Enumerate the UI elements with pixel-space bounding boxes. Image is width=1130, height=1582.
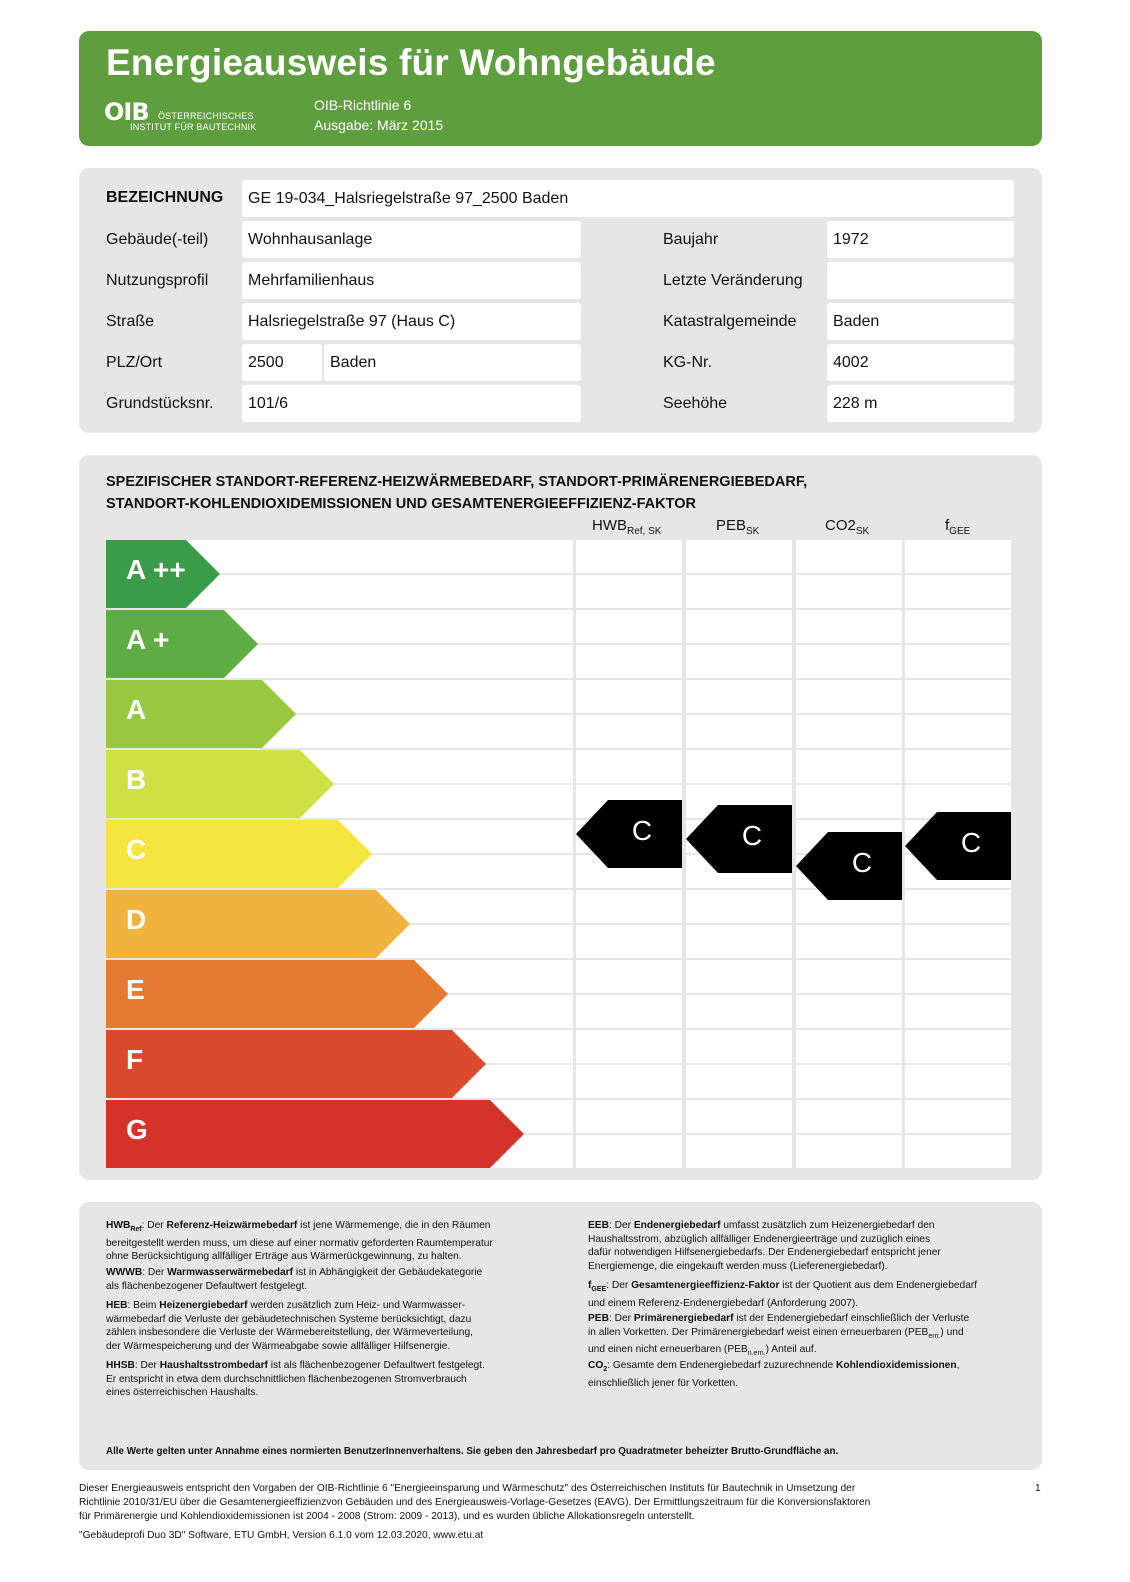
rating-cell: [905, 680, 1011, 713]
definition-hwb: $HWB_{Ref}$: Der Referenz-Heizwärmebedarf ist jene Wärmemenge, die in den Räumen bereitgestellt werden muss, um diese auf einer normativ geforderten Raumtemperatur ohne Berücksichtigung allfälliger Erträge aus Wärmerückgewinnung, zu halten.: [106, 1220, 493, 1263]
seehoehe-label: Seehöhe: [663, 395, 728, 412]
rating-cell: [576, 645, 682, 678]
energy-class-band: [106, 820, 372, 888]
footer-line1: Dieser Energieausweis entspricht den Vorgaben der OIB-Richtlinie 6 "Energieeinsparung und Wärmeschutz" des Österreichischen Instituts für Bautechnik in Umsetzung der: [79, 1483, 856, 1494]
footer-software: "Gebäudeprofi Duo 3D" Software, ETU GmbH, Version 6.1.0 vom 12.03.2020, www.etu.at: [79, 1530, 484, 1541]
guideline-text: OIB-Richtlinie 6: [314, 97, 412, 113]
definition-fgee: $f_{GEE}$: Der Gesamtenergieeffizienz-Faktor ist der Quotient aus dem Endenergiebedarf und einem Referenz-Endenergiebedarf (Anforderung 2007).: [588, 1280, 978, 1309]
energy-heading-line1: SPEZIFISCHER STANDORT-REFERENZ-HEIZWÄRMEBEDARF, STANDORT-PRIMÄRENERGIEBEDARF,: [106, 474, 808, 490]
seehoehe-field: 228 m: [827, 385, 1014, 422]
edition-text: Ausgabe: März 2015: [314, 117, 444, 133]
rating-cell: [576, 1030, 682, 1063]
band-label: D: [126, 904, 147, 935]
bezeichnung-field: GE 19-034_Halsriegelstraße 97_2500 Baden: [242, 180, 1014, 217]
footer-line3: für Primärenergie und Kohlendioxidemissionen ist 2004 - 2008 (Strom: 2009 - 2013), und es wurden übliche Allokationsregeln unterstellt.: [79, 1511, 695, 1522]
rating-cell: [905, 1065, 1011, 1098]
rating-cell: [796, 960, 902, 993]
rating-cell: [686, 750, 792, 783]
rating-cell: [686, 925, 792, 958]
plz-field: 2500: [242, 344, 322, 381]
rating-cell: [686, 680, 792, 713]
band-label: F: [126, 1044, 144, 1075]
rating-cell: [796, 925, 902, 958]
rating-marker: [905, 812, 1013, 880]
letzte-veraenderung-label: Letzte Veränderung: [663, 272, 803, 289]
rating-cell: [905, 925, 1011, 958]
page-number: 1: [1035, 1483, 1041, 1494]
rating-cell: [686, 575, 792, 608]
rating-cell: [686, 540, 792, 573]
gebaeude-field: Wohnhausanlage: [242, 221, 581, 258]
definition-heb: HEB: Beim Heizenergiebedarf werden zusätzlich zum Heiz- und Warmwasser- wärmebedarf die Verluste der gebäudetechnischen Systeme berücksichtigt, dazu zählen insbesondere die Verluste der Wärmebereitstellung, der Wärmeverteilung, der Wärmespeicherung und der Wärmeabgabe sowie allfälliger Hilfsenergie.: [106, 1300, 473, 1352]
rating-cell: [905, 715, 1011, 748]
definition-eeb: EEB: Der Endenergiebedarf umfasst zusätzlich zum Heizenergiebedarf den Haushaltsstrom, abzüglich allfälliger Endenergieerträge und zuzüglich eines dafür notwendigen Hilfsenergiebedarfs. Der Endenergiebedarf entspricht jener Energiemenge, die eingekauft werden muss (Lieferenergiebedarf).: [588, 1220, 941, 1272]
footer-line2: Richtlinie 2010/31/EU über die Gesamtenergieeffizienzvon Gebäuden und des Energieausweis-Vorlage-Gesetzes (EAVG). Der Ermittlungszeitraum für die Konversionsfaktoren: [79, 1497, 871, 1508]
definition-hhsb: HHSB: Der Haushaltsstrombedarf ist als flächenbezogener Defaultwert festgelegt. Er entspricht in etwa dem durchschnittlichen flächenbezogenen Stromverbrauch eines österreichischen Haushalts.: [106, 1360, 485, 1398]
rating-cell: [576, 575, 682, 608]
nutzungsprofil-field: Mehrfamilienhaus: [242, 262, 581, 299]
rating-cell: [905, 540, 1011, 573]
baujahr-label: Baujahr: [663, 231, 719, 248]
rating-cell: [686, 715, 792, 748]
rating-cell: [796, 785, 902, 818]
rating-cell: [905, 960, 1011, 993]
rating-cell: [686, 960, 792, 993]
column-header-fgee: $f_{GEE}$: [945, 517, 971, 537]
rating-cell: [905, 645, 1011, 678]
rating-cell: [796, 610, 902, 643]
strasse-field: Halsriegelstraße 97 (Haus C): [242, 303, 581, 340]
definition-wwwb: WWWB: Der Warmwasserwärmebedarf ist in Abhängigkeit der Gebäudekategorie als flächenbezogener Defaultwert festgelegt.: [106, 1267, 483, 1292]
rating-cell: [576, 1065, 682, 1098]
rating-cell: [905, 1030, 1011, 1063]
band-arrow-shape: [106, 1030, 486, 1098]
rating-cell: [796, 1065, 902, 1098]
band-label: A ++: [126, 554, 186, 585]
rating-cell: [576, 750, 682, 783]
rating-cell: [576, 715, 682, 748]
rating-cell: [796, 715, 902, 748]
rating-cell: [686, 1065, 792, 1098]
rating-cell: [576, 995, 682, 1028]
baujahr-field: 1972: [827, 221, 1014, 258]
gebaeude-label: Gebäude(-teil): [106, 231, 209, 248]
definition-peb: PEB: Der Primärenergiebedarf ist der Endenergiebedarf einschließlich der Verluste in allen Vorketten. Der Primärenergiebedarf weist einen erneuerbaren $(PEB_{ern.})$ und und einen nicht erneuerbaren $(PEB_{n.ern.})$ Anteil auf.: [588, 1313, 970, 1358]
rating-cell: [576, 610, 682, 643]
rating-cell: [576, 890, 682, 923]
energy-class-band: [106, 610, 258, 678]
kgnr-label: KG-Nr.: [663, 354, 712, 371]
rating-cell: [796, 540, 902, 573]
rating-cell: [796, 645, 902, 678]
band-label: C: [126, 834, 147, 865]
energy-class-band: [106, 540, 220, 608]
grundstueck-label: Grundstücksnr.: [106, 395, 214, 412]
rating-cell: [905, 1135, 1011, 1168]
katastralgemeinde-label: Katastralgemeinde: [663, 313, 797, 330]
band-arrow-shape: [106, 960, 448, 1028]
rating-cell: [796, 1030, 902, 1063]
rating-cell: [796, 575, 902, 608]
page-title: Energieausweis für Wohngebäude: [106, 42, 716, 83]
rating-cell: [576, 1135, 682, 1168]
energy-class-band: [106, 1100, 524, 1168]
rating-marker: [576, 800, 684, 868]
logo-text-line1: ÖSTERREICHISCHES: [158, 111, 254, 121]
nutzungsprofil-label: Nutzungsprofil: [106, 272, 209, 289]
kgnr-field: 4002: [827, 344, 1014, 381]
band-arrow-shape: [106, 890, 410, 958]
rating-cell: [576, 1100, 682, 1133]
rating-cell: [905, 575, 1011, 608]
logo-text-line2: INSTITUT FÜR BAUTECHNIK: [130, 122, 257, 132]
rating-marker: [796, 832, 904, 900]
energy-class-band: [106, 680, 296, 748]
plzort-label: PLZ/Ort: [106, 354, 163, 371]
band-label: B: [126, 764, 147, 795]
marker-label: C: [631, 815, 653, 846]
grundstueck-field: 101/6: [242, 385, 581, 422]
rating-cell: [686, 890, 792, 923]
column-header-hwb: $HWB_{Ref, SK}$: [592, 517, 662, 537]
rating-cell: [686, 1030, 792, 1063]
rating-cell: [576, 680, 682, 713]
marker-label: C: [851, 847, 873, 878]
ort-field: Baden: [324, 344, 581, 381]
definitions-note: Alle Werte gelten unter Annahme eines normierten BenutzerInnenverhaltens. Sie geben den Jahresbedarf pro Quadratmeter beheizter Brutto-Grundfläche an.: [106, 1446, 839, 1457]
energy-heading-line2: STANDORT-KOHLENDIOXIDEMISSIONEN UND GESAMTENERGIEEFFIZIENZ-FAKTOR: [106, 496, 696, 512]
energy-class-band: [106, 890, 410, 958]
bezeichnung-label: BEZEICHNUNG: [106, 189, 224, 206]
band-label: A +: [126, 624, 170, 655]
rating-cell: [686, 610, 792, 643]
band-label: A: [126, 694, 147, 725]
marker-label: C: [960, 827, 982, 858]
rating-cell: [576, 540, 682, 573]
band-label: G: [126, 1114, 148, 1145]
oib-logo: OIB: [104, 98, 149, 126]
rating-cell: [686, 645, 792, 678]
rating-cell: [905, 750, 1011, 783]
rating-cell: [905, 890, 1011, 923]
rating-cell: [576, 925, 682, 958]
rating-cell: [796, 1135, 902, 1168]
rating-cell: [796, 995, 902, 1028]
band-arrow-shape: [106, 1100, 524, 1168]
marker-label: C: [741, 820, 763, 851]
rating-cell: [686, 995, 792, 1028]
rating-cell: [686, 1135, 792, 1168]
rating-cell: [796, 750, 902, 783]
rating-cell: [796, 1100, 902, 1133]
rating-cell: [905, 995, 1011, 1028]
energy-class-band: [106, 960, 448, 1028]
energy-class-band: [106, 1030, 486, 1098]
letzte-veraenderung-field: [827, 262, 1014, 299]
definition-co2: $CO_2$: Gesamte dem Endenergiebedarf zuzurechnende Kohlendioxidemissionen, einschließlich jener für Vorketten.: [588, 1360, 960, 1389]
katastralgemeinde-field: Baden: [827, 303, 1014, 340]
rating-cell: [905, 610, 1011, 643]
rating-cell: [576, 960, 682, 993]
rating-cell: [905, 1100, 1011, 1133]
rating-cell: [686, 1100, 792, 1133]
band-label: E: [126, 974, 145, 1005]
column-header-peb: $PEB_{SK}$: [716, 517, 760, 537]
rating-cell: [796, 680, 902, 713]
column-header-co2: $CO2_{SK}$: [825, 517, 870, 537]
energy-class-band: [106, 750, 334, 818]
rating-marker: [686, 805, 794, 873]
strasse-label: Straße: [106, 313, 155, 330]
